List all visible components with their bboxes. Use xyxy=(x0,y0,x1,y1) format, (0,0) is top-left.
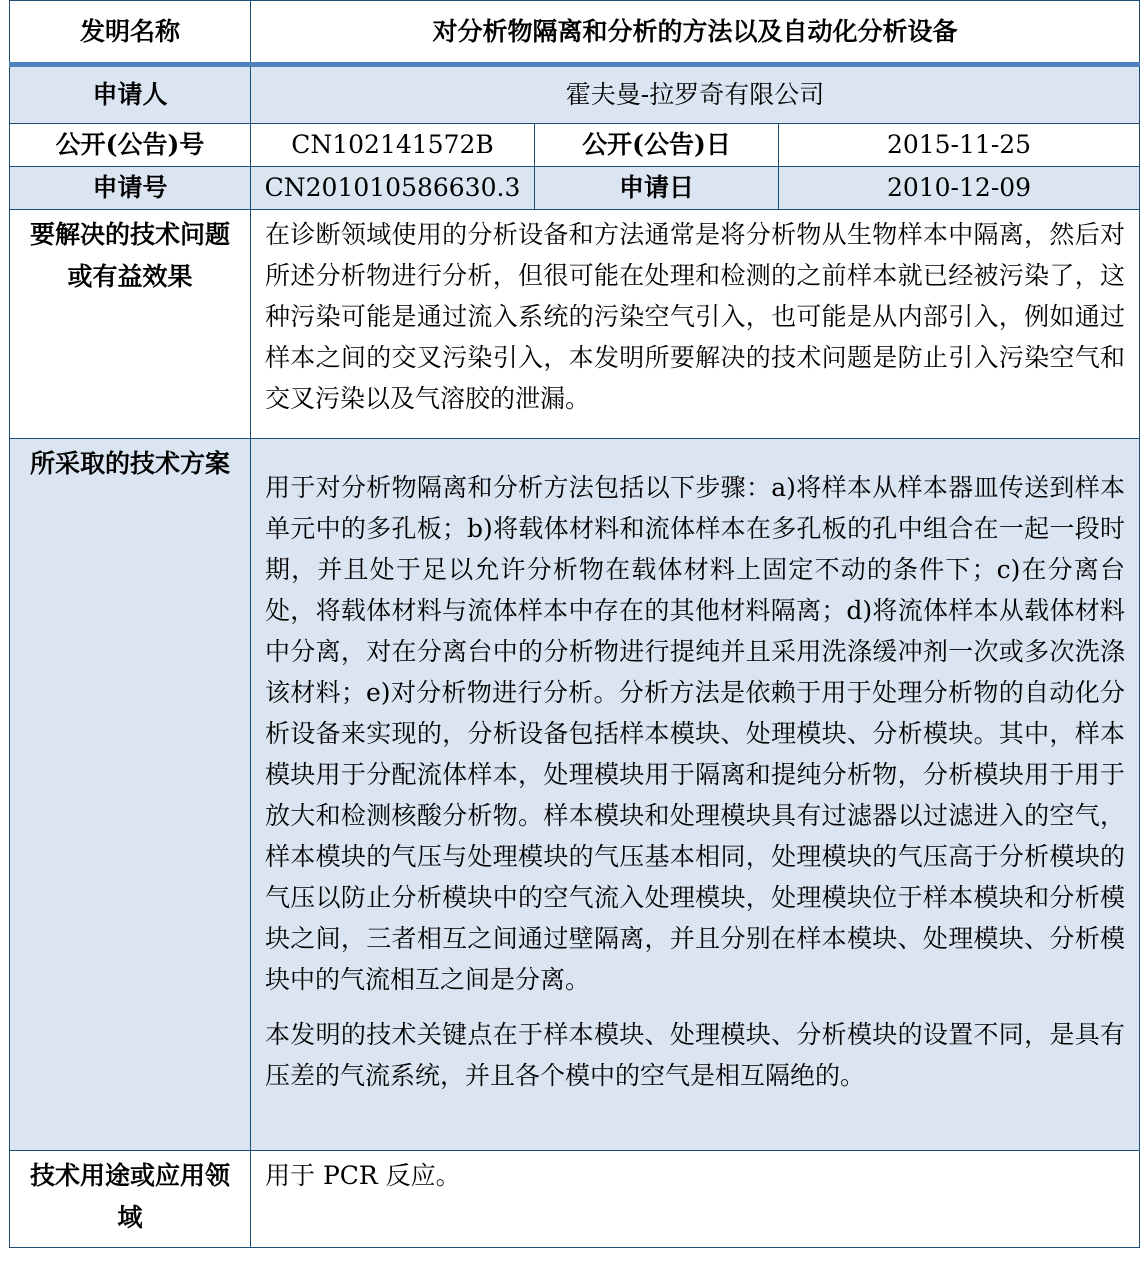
row-application xyxy=(10,167,1140,210)
row-solution xyxy=(10,439,1140,1151)
solution-paragraph-2: 本发明的技术关键点在于样本模块、处理模块、分析模块的设置不同，是具有压差的气流系统，并且各个模中的空气是相互隔绝的。 xyxy=(265,1020,1126,1090)
row-invention-name xyxy=(10,1,1140,65)
application-date-value: 2010-12-09 xyxy=(779,167,1140,210)
row-publication xyxy=(10,124,1140,167)
application-date-label: 申请日 xyxy=(535,167,779,210)
applicant-label: 申请人 xyxy=(10,65,251,124)
row-applicant xyxy=(10,65,1140,124)
publication-date-label: 公开(公告)日 xyxy=(535,124,779,167)
row-application-field xyxy=(10,1151,1140,1248)
row-problem xyxy=(10,210,1140,439)
application-field-text: 用于 PCR 反应。 xyxy=(265,1161,461,1190)
application-field-cell xyxy=(251,1151,1140,1248)
solution-text xyxy=(251,439,1139,1096)
invention-name-value: 对分析物隔离和分析的方法以及自动化分析设备 xyxy=(251,1,1140,65)
publication-date-value: 2015-11-25 xyxy=(779,124,1140,167)
problem-label: 要解决的技术问题或有益效果 xyxy=(10,210,251,439)
patent-info-table xyxy=(9,0,1140,1248)
solution-paragraph-1: 用于对分析物隔离和分析方法包括以下步骤：a)将样本从样本器皿传送到样本单元中的多孔板；b)将载体材料和流体样本在多孔板的孔中组合在一起一段时期，并且处于足以允许分析物在载体材料上固定不动的条件下；c)在分离台处，将载体材料与流体样本中存在的其他材料隔离；d)将流体样本从载体材料中分离，对在分离台中的分析物进行提纯并且采用洗涤缓冲剂一次或多次洗涤该材料；e)对分析物进行分析。分析方法是依赖于用于处理分析物的自动化分析设备来实现的，分析设备包括样本模块、处理模块、分析模块。其中，样本模块用于分配流体样本，处理模块用于隔离和提纯分析物，分析模块用于用于放大和检测核酸分析物。样本模块和处理模块具有过滤器以过滤进入的空气，样本模块的气压与处理模块的气压基本相同，处理模块的气压高于分析模块的气压以防止分析模块中的空气流入处理模块，处理模块位于样本模块和分析模块之间，三者相互之间通过壁隔离，并且分别在样本模块、处理模块、分析模块中的气流相互之间是分离。 xyxy=(265,473,1126,994)
solution-label: 所采取的技术方案 xyxy=(10,439,251,1151)
application-number-label: 申请号 xyxy=(10,167,251,210)
application-number-value: CN201010586630.3 xyxy=(251,167,535,210)
invention-name-label: 发明名称 xyxy=(10,1,251,65)
publication-number-value: CN102141572B xyxy=(251,124,535,167)
publication-number-label: 公开(公告)号 xyxy=(10,124,251,167)
problem-cell xyxy=(251,210,1140,439)
application-field-label: 技术用途或应用领域 xyxy=(10,1151,251,1248)
applicant-value: 霍夫曼-拉罗奇有限公司 xyxy=(251,65,1140,124)
solution-cell xyxy=(251,439,1140,1151)
problem-text: 在诊断领域使用的分析设备和方法通常是将分析物从生物样本中隔离，然后对所述分析物进行分析，但很可能在处理和检测的之前样本就已经被污染了，这种污染可能是通过流入系统的污染空气引入，也可能是从内部引入，例如通过样本之间的交叉污染引入，本发明所要解决的技术问题是防止引入污染空气和交叉污染以及气溶胶的泄漏。 xyxy=(265,220,1126,413)
